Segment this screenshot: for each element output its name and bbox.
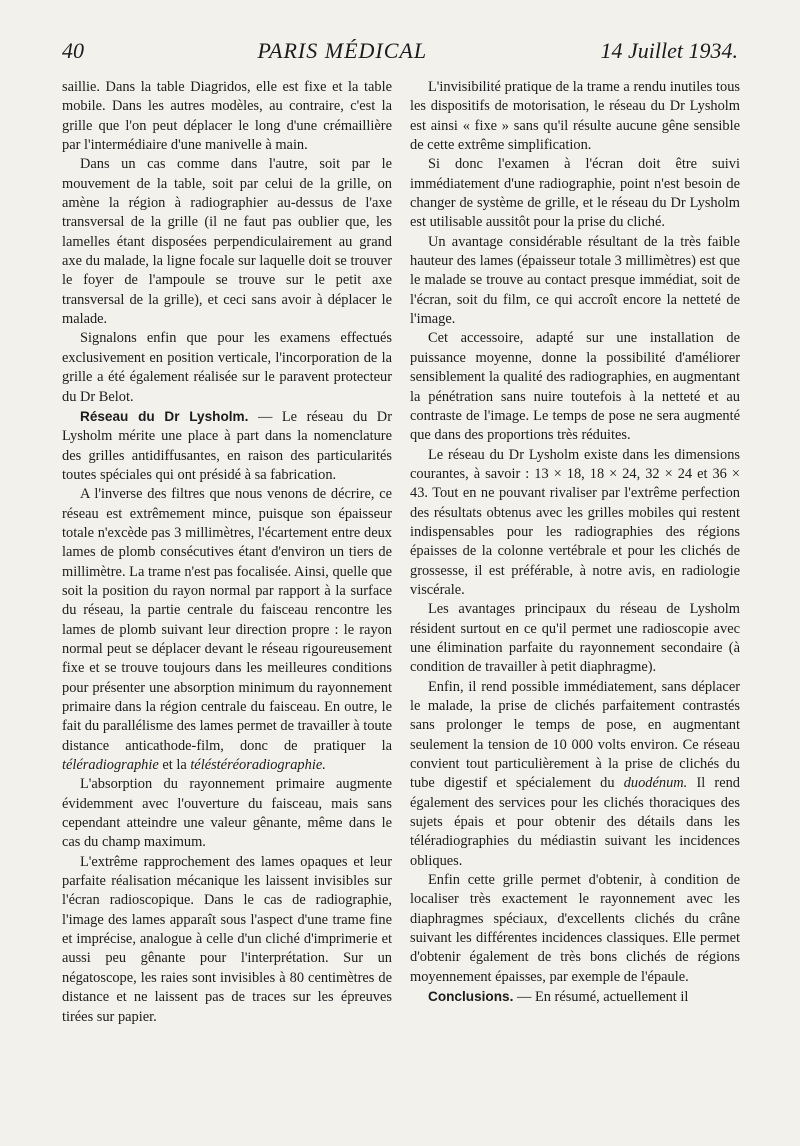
paragraph: L'absorption du rayonnement primaire augmente évidemment avec l'ouverture du faisceau, mais sans cependant atteindre une valeur gênante, même dans le cas du champ maximum. [62, 776, 392, 851]
issue-date: 14 Juillet 1934. [600, 38, 738, 63]
paragraph: A l'inverse des filtres que nous venons de décrire, ce réseau est extrêmement mince, puisque son épaisseur totale n'excède pas 3 millimètres, l'écartement entre deux lames de plomb consécutives étant d'environ un tiers de millimètre. La trame n'est pas focalisée. Ainsi, quelle que soit la position du rayon normal par rapport à la surface du réseau, la partie centrale du faisceau rencontre les lames de plomb suivant leur direction propre : le rayon normal peut se déplacer devant le réseau rigoureusement fixe et se trouve toujours dans les meilleures conditions pour présenter une absorption minimum du rayonnement primaire dans la région centrale du faisceau. En outre, le fait du parallélisme des lames permet de travailler à toute distance anticathode-film, donc de pratiquer la téléradiographie et la téléstéréoradiographie. [62, 486, 392, 774]
paragraph: L'invisibilité pratique de la trame a rendu inutiles tous les dispositifs de motorisation, le réseau du Dr Lysholm est ainsi « fixe » sans qu'il résulte aucune gêne sensible de cette extrême simplification. [410, 79, 740, 154]
paragraph: Conclusions. — En résumé, actuellement il [428, 989, 689, 1006]
paragraph: Si donc l'examen à l'écran doit être suivi immédiatement d'une radiographie, point n'est besoin de changer de système de grille, et le réseau du Dr Lysholm est utilisable aussitôt pour la prise du cliché. [410, 156, 740, 231]
right-column [410, 78, 740, 1008]
paragraph: Enfin cette grille permet d'obtenir, à condition de localiser très exactement le rayonnement avec les diaphragmes spéciaux, d'excellents clichés du crâne suivant les différentes incidences classiques. Elle permet d'obtenir également de très bons clichés de régions moyennement épaisses, par exemple de l'épaule. [410, 872, 740, 985]
section-heading: Conclusions. [428, 989, 514, 1005]
paragraph: L'extrême rapprochement des lames opaques et leur parfaite réalisation mécanique les laissent invisibles sur l'écran radioscopique. Dans le cas de radiographie, l'image des lames apparaît sous l'aspect d'une trame fine et imprécise, analogue à celle d'un cliché d'imprimerie et aussi peu gênante pour l'interprétation. Sur un négatoscope, les raies sont invisibles à 80 centimètres de distance et ne laissent pas de traces sur les épreuves tirées sur papier. [62, 853, 392, 1025]
paragraph: Les avantages principaux du réseau de Lysholm résident surtout en ce qu'il permet une radioscopie avec une élimination parfaite du rayonnement secondaire (à condition de travailler à petit diaphragme). [410, 601, 740, 676]
left-column [62, 78, 392, 1027]
paragraph: Cet accessoire, adapté sur une installation de puissance moyenne, donne la possibilité d'améliorer sensiblement la qualité des radiographies, en augmentant la pénétration sans nuire toutefois à la netteté et au contraste de l'image. Le temps de pose ne sera augmenté que dans des proportions très réduites. [410, 330, 740, 444]
paragraph: Signalons enfin que pour les examens effectués exclusivement en position verticale, l'incorporation de la grille a été également réalisée sur le paravent protecteur du Dr Belot. [62, 330, 392, 405]
paragraph: Enfin, il rend possible immédiatement, sans déplacer le malade, la prise de clichés parfaitement contrastés sans prolonger le temps de pose, en augmentant seulement la tension de 10 000 volts environ. Ce réseau convient tout particulièrement à la prise de clichés du tube digestif et spécialement du duodénum. Il rend également des services pour les clichés thoraciques des sujets épais et pour obtenir des détails dans les téléradiographies du médiastin suivant les incidences obliques. [410, 678, 740, 869]
journal-title: PARIS MÉDICAL [257, 38, 428, 63]
paragraph: Dans un cas comme dans l'autre, soit par le mouvement de la table, soit par celui de la grille, on amène la région à radiographier au-dessus de l'axe transversal de la grille (il ne faut pas oublier que, les lamelles étant disposées perpendiculairement au grand axe du malade, la ligne focale sur laquelle doit se trouver le foyer de l'ampoule se trouve sur le petit axe transversal de la grille), et ceci sans avoir à déplacer le malade. [62, 156, 392, 328]
paragraph: Réseau du Dr Lysholm. — Le réseau du Dr Lysholm mérite une place à part dans la nomenclature des grilles antidiffusantes, en raison des particularités toutes spéciales qui ont présidé à sa fabrication. [62, 408, 392, 483]
page-header [62, 38, 738, 72]
paragraph: saillie. Dans la table Diagridos, elle est fixe et la table mobile. Dans les autres modèles, au contraire, c'est la grille que l'on peut déplacer le long d'une crémaillière par l'intermédiaire d'une manivelle à main. [62, 79, 392, 154]
page-number: 40 [62, 38, 84, 63]
section-heading: Réseau du Dr Lysholm. [80, 408, 249, 424]
paragraph: Le réseau du Dr Lysholm existe dans les dimensions courantes, à savoir : 13 × 18, 18 × 24, 32 × 24 et 36 × 43. Tout en ne pouvant rivaliser par l'extrême perfection des résultats obtenus avec les grilles mobiles qui restent indispensables pour les radiographies des régions épaisses de la colonne vertébrale et pour les clichés de grossesse, il est préférable, à notre avis, en radiologie viscérale. [410, 446, 740, 598]
paragraph: Un avantage considérable résultant de la très faible hauteur des lames (épaisseur totale 3 millimètres) est que le malade se trouve au contact presque immédiat, soit de l'écran, soit du film, ce qui accroît encore la netteté de l'image. [410, 233, 740, 328]
